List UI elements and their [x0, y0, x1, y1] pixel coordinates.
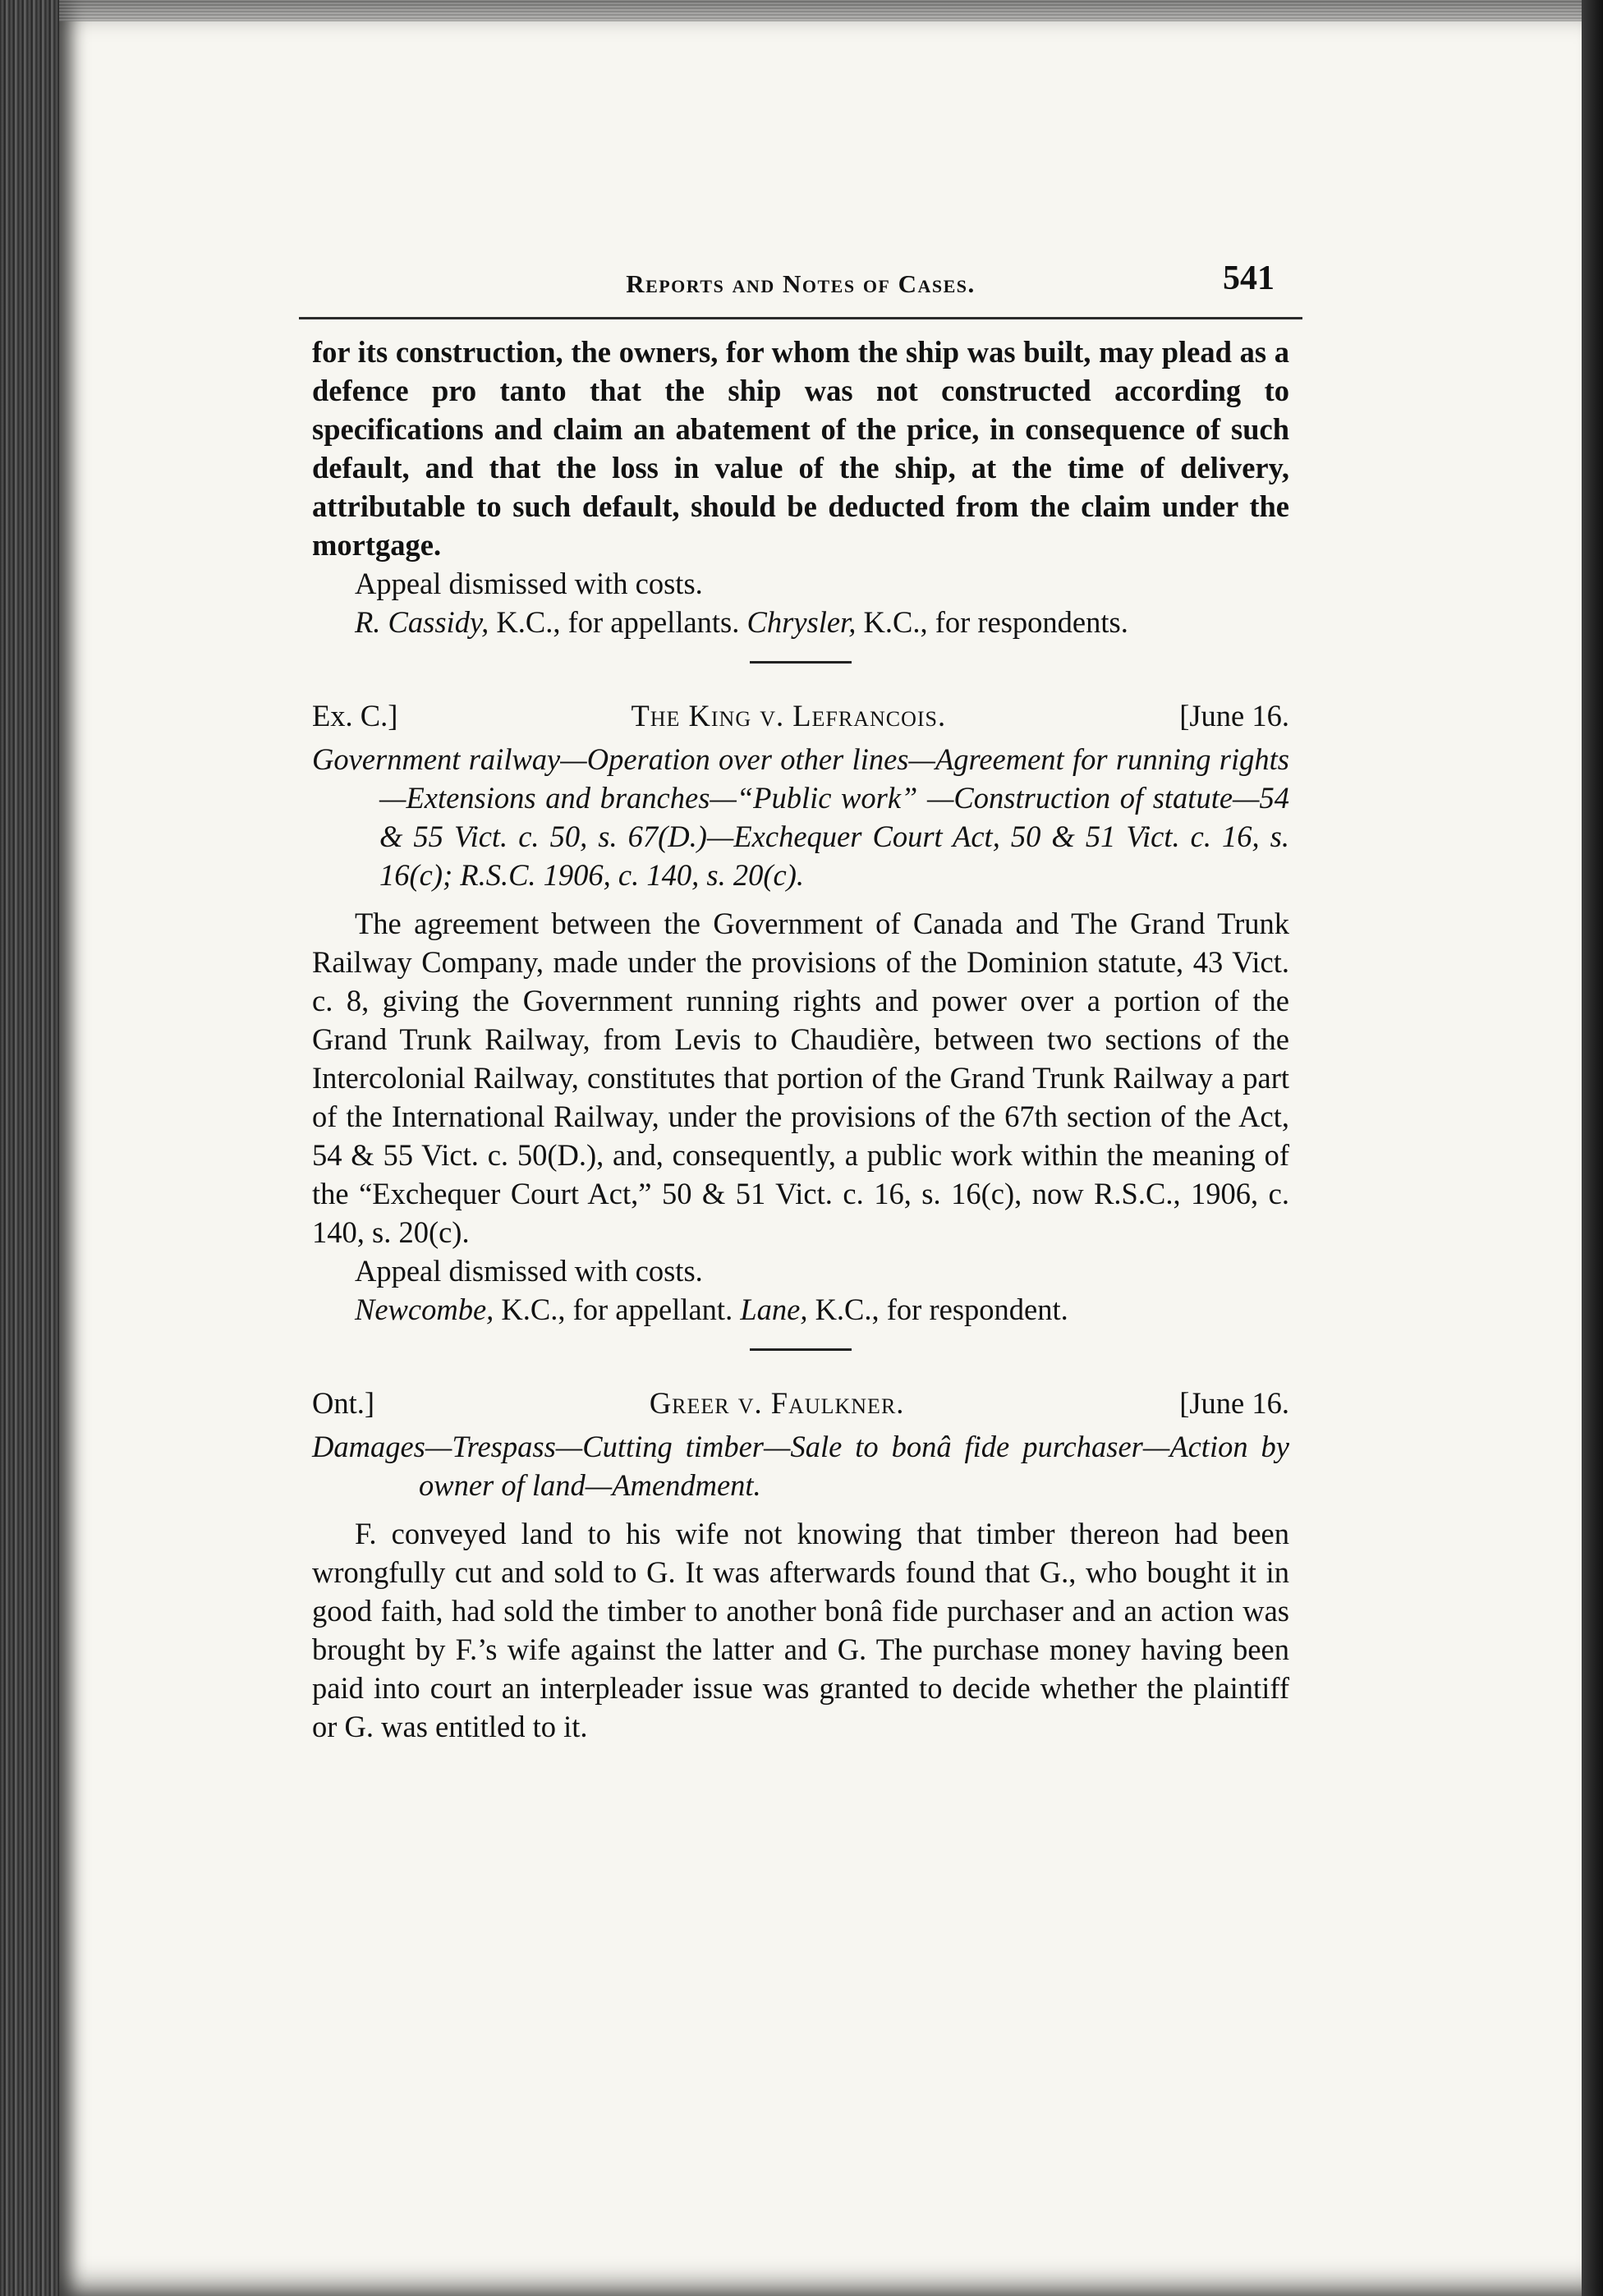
case-headnote: Government railway—Operation over other lines—Agreement for running rights—Extensions and branches—“Public work” —Construction of statute—54 & 55 Vict. c. 50, s. 67(D.)—Exchequer Court Act, 50 & 51 Vict. c. 16, s. 16(c); R.S.C. 1906, c. 140, s. 20(c).: [312, 742, 1289, 892]
counsel-role: K.C., for respondents.: [856, 605, 1128, 639]
case-counsel: [312, 1290, 1289, 1329]
case-body: F. conveyed land to his wife not knowing that timber thereon had been wrongfully cut and sold to G. It was afterwards found that G., who bought it in good faith, had sold the timber to another bonâ fide purchaser and an action was brought by F.’s wife against the latter and G. The purchase money having been paid into court an interpleader issue was granted to decide whether the plaintiff or G. was entitled to it.: [312, 1517, 1289, 1743]
continuation-text: for its construction, the owners, for whom the ship was built, may plead as a defence pro tanto that the ship was not constructed according to specifications and claim an abatement of the price, in consequence of such default, and that the loss in value of the ship, at the time of delivery, attributable to such default, should be deducted from the claim under the mortgage.: [312, 335, 1289, 562]
case-body: The agreement between the Government of Canada and The Grand Trunk Railway Company, made under the provisions of the Dominion statute, 43 Vict. c. 8, giving the Government running rights and power over a portion of the Grand Trunk Railway, from Levis to Chaudière, between two sections of the Intercolonial Railway, constitutes that portion of the Grand Trunk Railway a part of the International Railway, under the provisions of the 67th section of the Act, 54 & 55 Vict. c. 50(D.), and, consequently, a public work within the meaning of the “Exchequer Court Act,” 50 & 51 Vict. c. 16, s. 16(c), now R.S.C., 1906, c. 140, s. 20(c).: [312, 907, 1289, 1249]
case-headnote: Damages—Trespass—Cutting timber—Sale to bonâ fide purchaser—Action by owner of land—Amendment.: [312, 1430, 1289, 1502]
counsel-role: K.C., for appellant.: [494, 1293, 741, 1326]
continuation-section: [312, 333, 1289, 641]
counsel-role: K.C., for respondent.: [807, 1293, 1068, 1326]
running-head: [312, 259, 1289, 302]
case-title: Greer v. Faulkner.: [649, 1386, 905, 1420]
page-content: [312, 259, 1289, 1746]
case-date: [June 16.: [1179, 699, 1289, 732]
counsel-role: K.C., for appellants.: [489, 605, 747, 639]
continuation-counsel: [312, 603, 1289, 641]
case-heading: [312, 696, 1289, 735]
running-title: Reports and Notes of Cases.: [626, 269, 976, 298]
case-lefrancois: [312, 696, 1289, 1329]
case-title: The King v. Lefrancois.: [631, 699, 947, 732]
scan-right-edge: [1582, 0, 1603, 2296]
section-separator: [750, 661, 852, 664]
page-number: 541: [1223, 259, 1275, 297]
continuation-disposition: Appeal dismissed with costs.: [355, 567, 703, 600]
counsel-name: Lane,: [740, 1293, 808, 1326]
court-label: Ex. C.]: [312, 699, 398, 732]
section-separator: [750, 1348, 852, 1351]
counsel-name: R. Cassidy,: [355, 605, 489, 639]
case-greer: [312, 1384, 1289, 1746]
case-disposition: Appeal dismissed with costs.: [355, 1254, 703, 1288]
case-date: [June 16.: [1179, 1386, 1289, 1420]
court-label: Ont.]: [312, 1386, 375, 1420]
scan-top-edge: [59, 0, 1603, 21]
case-heading: [312, 1384, 1289, 1422]
counsel-name: Newcombe,: [355, 1293, 494, 1326]
counsel-name: Chrysler,: [746, 605, 857, 639]
header-rule: [299, 317, 1302, 319]
